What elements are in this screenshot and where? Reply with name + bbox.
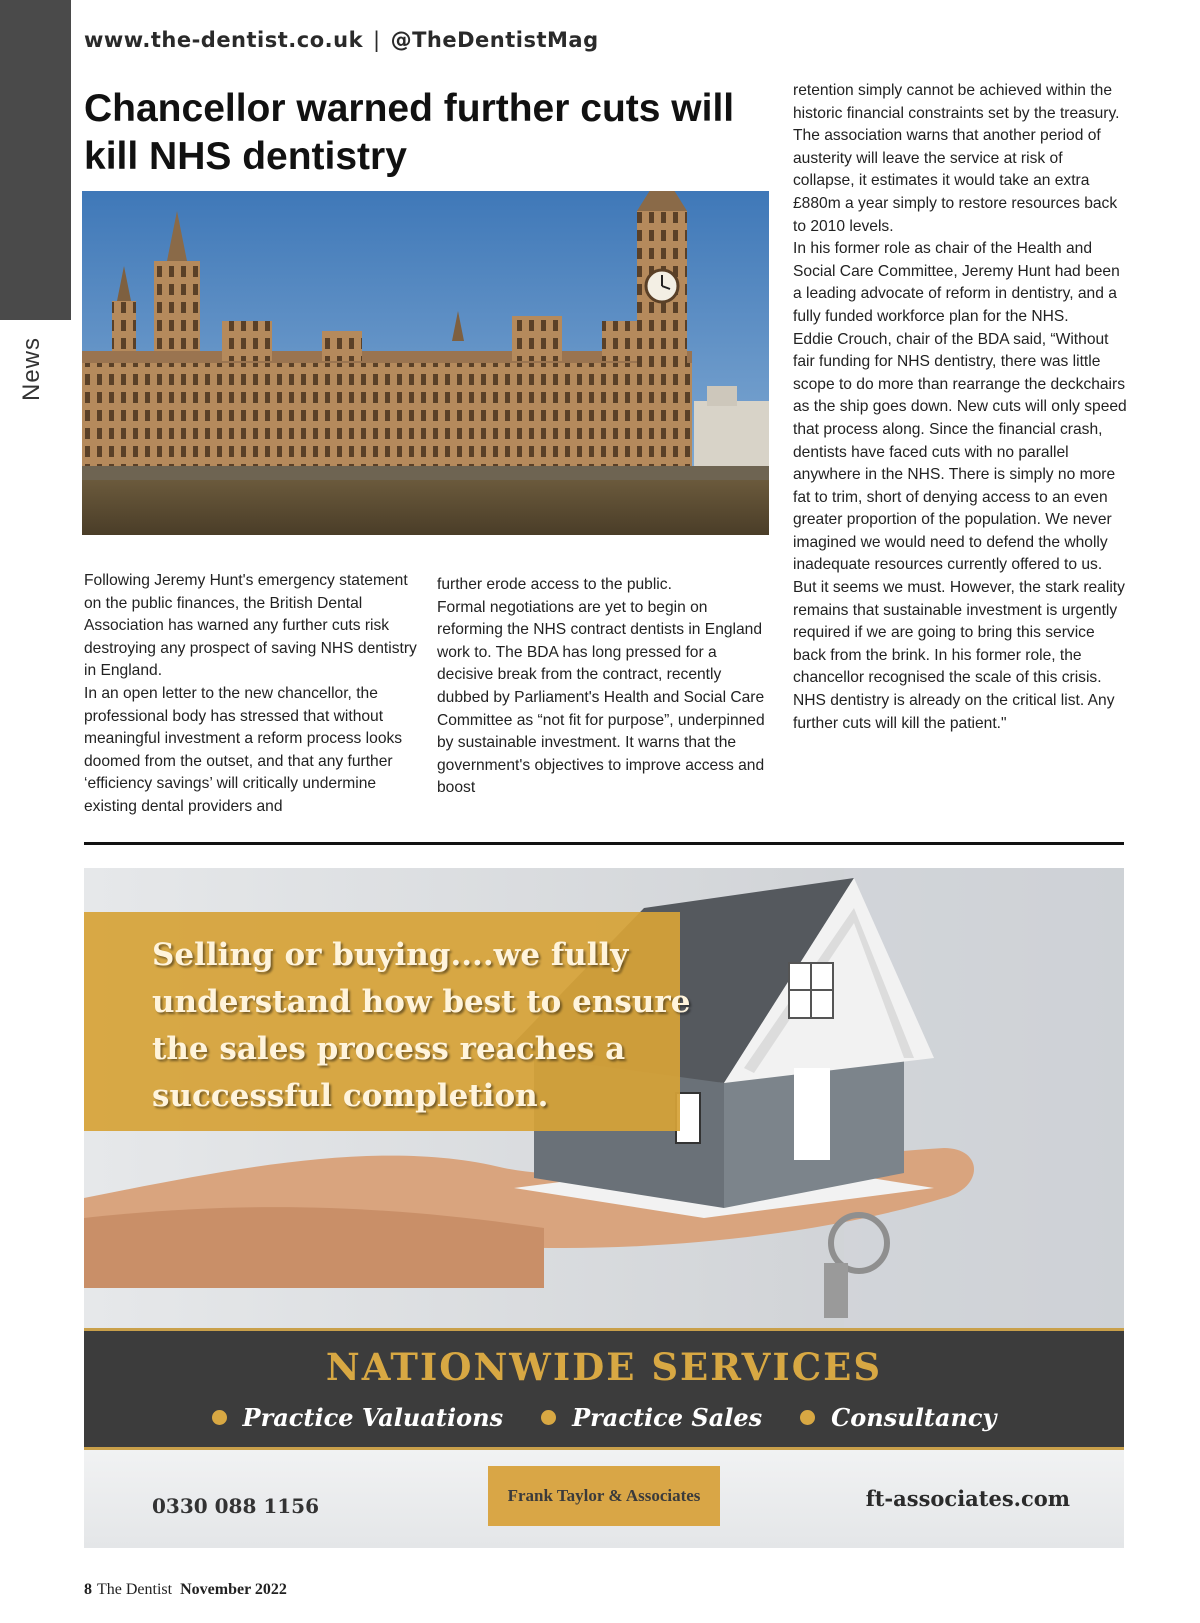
advert-frank-taylor[interactable] [84,868,1124,1548]
paragraph: Following Jeremy Hunt's emergency statement on the public finances, the British Dental Association has warned any further cuts risk destroying any prospect of saving NHS dentistry in England. [84,572,417,680]
service-item [212,1403,504,1432]
service-item [800,1403,996,1432]
advert-website-link[interactable]: ft-associates.com [865,1486,1070,1511]
advert-services-band [84,1328,1124,1450]
page-number: 8 [84,1581,92,1598]
service-item [541,1403,762,1432]
section-tab-bar [0,0,71,320]
paragraph: In his former role as chair of the Health and Social Care Committee, Jeremy Hunt had been a leading advocate of reform in dentistry, and a fully funded workforce plan for the NHS. [793,240,1120,325]
article-column-2 [437,574,772,800]
service-label: Consultancy [831,1403,997,1432]
section-divider [84,842,1124,845]
advert-services-list [84,1403,1124,1432]
advert-contact-strip [84,1450,1124,1548]
magazine-name: The Dentist [97,1581,173,1598]
bullet-icon [212,1410,227,1425]
paragraph: In an open letter to the new chancellor, the professional body has stressed that without meaningful investment a reform process looks doomed from the outset, and that any further ‘efficiency savings’ will critically undermine existing dental providers and [84,684,403,815]
company-name: Frank Taylor & Associates [507,1486,701,1505]
section-label-text: News [18,336,46,402]
article-photo-parliament [82,191,769,535]
masthead-separator: | [373,28,381,52]
service-label: Practice Sales [572,1403,763,1432]
bullet-icon [541,1410,556,1425]
issue-date: November 2022 [180,1581,287,1598]
article-column-1 [84,570,419,819]
page-footer [84,1581,287,1599]
masthead-handle[interactable]: @TheDentistMag [390,28,599,52]
bullet-icon [800,1410,815,1425]
paragraph: Eddie Crouch, chair of the BDA said, “Without fair funding for NHS dentistry, there was little scope to do more than rearrange the deckchairs as the ship goes down. New cuts will only speed that process along. Since the financial crash, dentists have faced cuts with no parallel anywhere in the NHS. There is simply no more fat to trim, short of denying access to an even greater proportion of the population. We never imagined we would need to defend the wholly inadequate resources currently offered to us. But it seems we must. However, the stark reality remains that sustainable investment is urgently required if we are going to bring this service back from the brink. In his former role, the chancellor recognised the scale of this crisis. NHS dentistry is already on the critical list. Any further cuts will kill the patient." [793,330,1127,732]
masthead [84,28,599,52]
service-label: Practice Valuations [242,1403,504,1432]
paragraph: retention simply cannot be achieved within the historic financial constraints set by the treasury. The association warns that another period of austerity will leave the service at risk of collapse, it estimates it would take an extra £880m a year simply to restore resources back to 2010 levels. [793,82,1120,235]
advert-company-logo [488,1466,720,1526]
advert-phone[interactable]: 0330 088 1156 [152,1494,320,1518]
advert-tagline: Selling or buying....we fully understand how best to ensure the sales process reaches a successful completion. [152,937,691,1114]
section-label [14,335,54,405]
article-column-3 [793,80,1128,735]
paragraph: Formal negotiations are yet to begin on reforming the NHS contract dentists in England work to. The BDA has long pressed for a decisive break from the contract, recently dubbed by Parliament's Health and Social Care Committee as “not fit for purpose”, underpinned by sustainable investment. It warns that the government's objectives to improve access and boost [437,598,765,797]
paragraph: further erode access to the public. [437,576,672,593]
advert-banner-title: NATIONWIDE SERVICES [325,1345,883,1389]
article-headline: Chancellor warned further cuts will kill NHS dentistry [84,87,735,178]
parliament-illustration [82,191,769,535]
masthead-url[interactable]: www.the-dentist.co.uk [84,28,364,52]
